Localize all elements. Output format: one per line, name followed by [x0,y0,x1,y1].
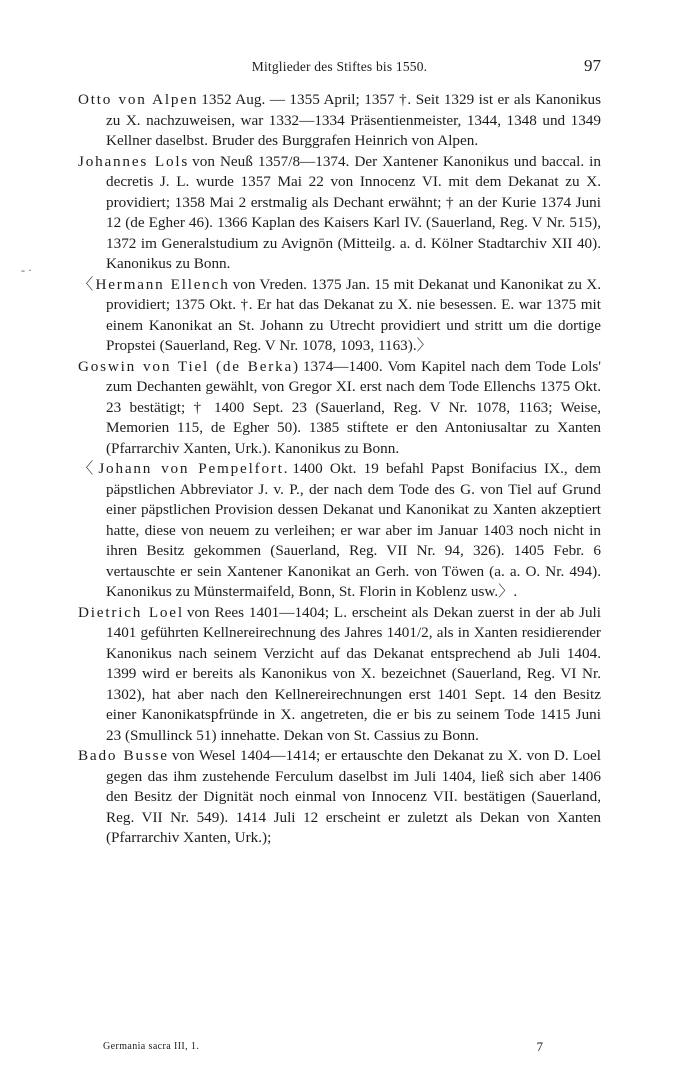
entry-johann-von-pempelfort [78,459,601,603]
entry-text: von Vreden. 1375 Jan. 15 mit Dekanat und Kanonikat zu X. providiert; 1375 Okt. †. Er hat das Dekanat zu X. nie besessen. E. war 1375 mit einem Kanonikat an St. Johann zu Utrecht providiert und stritt um die dortige Propstei (Sauerland, Reg. V Nr. 1078, 1093, 1163).〉 [106,275,601,354]
page-header [78,56,601,80]
running-head: Mitglieder des Stiftes bis 1550. [251,59,428,74]
entry-name: Bado Busse [78,747,169,764]
entry-goswin-von-tiel [78,357,601,460]
entry-text: 1374—1400. Vom Kapitel nach dem Tode Lols' zum Dechanten gewählt, von Gregor XI. erst nach dem Tode Ellenchs 1375 Okt. 23 bestätigt; † 1400 Sept. 23 (Sauerland, Reg. V Nr. 1078, 1163; Weise, Memorien 115, de Egher 50). 1385 stiftete er den Antoniusaltar zu Xanten (Pfarrarchiv Xanten, Urk.). Kanonikus zu Bonn. [106,357,601,457]
entry-johannes-lols [78,152,601,275]
entry-name: 〈Hermann Ellench [78,275,230,293]
entry-text: 1400 Okt. 19 befahl Papst Bonifacius IX., dem päpstlichen Abbreviator J. v. P., der nach dem Tode des G. von Tiel auf Grund einer päpstlichen Provision dessen Dekanat und Kanonikat zu Xanten akzeptiert hatte, diese von neuem zu verleihen; er war aber im Januar 1403 noch nicht in ihren Besitz gekommen (Sauerland, Reg. VII Nr. 94, 326). 1405 Febr. 6 vertauschte er sein Xantener Kanonikat an Gerh. von Töwen (a. a. O. Nr. 494). Kanonikus zu Münstermaifeld, Bonn, St. Florin in Koblenz usw.〉. [106,460,601,600]
entry-name: 〈Johann von Pempelfort. [78,460,290,477]
page-footer [103,1039,543,1055]
entry-hermann-ellench [78,275,601,357]
printer-signature: Germania sacra III, 1. [103,1041,200,1052]
entry-dietrich-loel [78,603,601,747]
entry-name: Otto von Alpen [78,91,199,108]
entry-otto-von-alpen [78,90,601,152]
margin-mark: - · [21,263,32,277]
entry-bado-busse [78,746,601,849]
entries-list [78,90,601,849]
sheet-number: 7 [536,1039,543,1054]
entry-text: von Wesel 1404—1414; er ertauschte den Dekanat zu X. von D. Loel gegen das ihm zustehende Ferculum daselbst im Juli 1404, ließ sich aber 1406 den Besitz der Dignität noch einmal von Innocenz VII. bestätigen (Sauerland, Reg. VII Nr. 549). 1414 Juli 12 erscheint er zuletzt als Dekan von Xanten (Pfarrarchiv Xanten, Urk.); [106,747,601,846]
entry-text: von Rees 1401—1404; L. erscheint als Dekan zuerst in der ab Juli 1401 geführten Kellnereirechnung des Jahres 1401/2, als in Xanten residierender Kanonikus nach seinem Verzicht auf das Dekanat entsprechend ab Juli 1404. 1399 wird er bereits als Kanonikus von X. bezeichnet (Sauerland, Reg. VI Nr. 1302), hat aber nach den Kellnereirechnungen erst 1401 Sept. 14 den Besitz einer Kanonikatspfründe in X. angetreten, die er bis zu seinem Tode 1415 Juni 23 (Smullinck 51) innehatte. Dekan von St. Cassius zu Bonn. [106,603,601,744]
entry-name: Goswin von Tiel (de Berka) [78,357,300,375]
entry-text: von Neuß 1357/8—1374. Der Xantener Kanonikus und baccal. in decretis J. L. wurde 1357 Mai 22 von Innocenz VI. mit dem Dekanat zu X. providiert; 1358 Mai 2 erstmalig als Dechant erwähnt; † an der Kurie 1374 Juni 12 (de Egher 46). 1366 Kaplan des Kaisers Karl IV. (Sauerland, Reg. V Nr. 515), 1372 im Generalstudium zu Avignōn (Mitteilg. a. d. Kölner Stadtarchiv XII 40). Kanonikus zu Bonn. [106,152,601,272]
page-number: 97 [584,56,601,75]
entry-text: 1352 Aug. — 1355 April; 1357 †. Seit 1329 ist er als Kanonikus zu X. nachzuweisen, war 1332—1334 Präsentienmeister, 1344, 1348 und 1349 Kellner daselbst. Bruder des Burggrafen Heinrich von Alpen. [106,91,601,149]
entry-name: Dietrich Loel [78,603,184,621]
entry-name: Johannes Lols [78,152,190,170]
